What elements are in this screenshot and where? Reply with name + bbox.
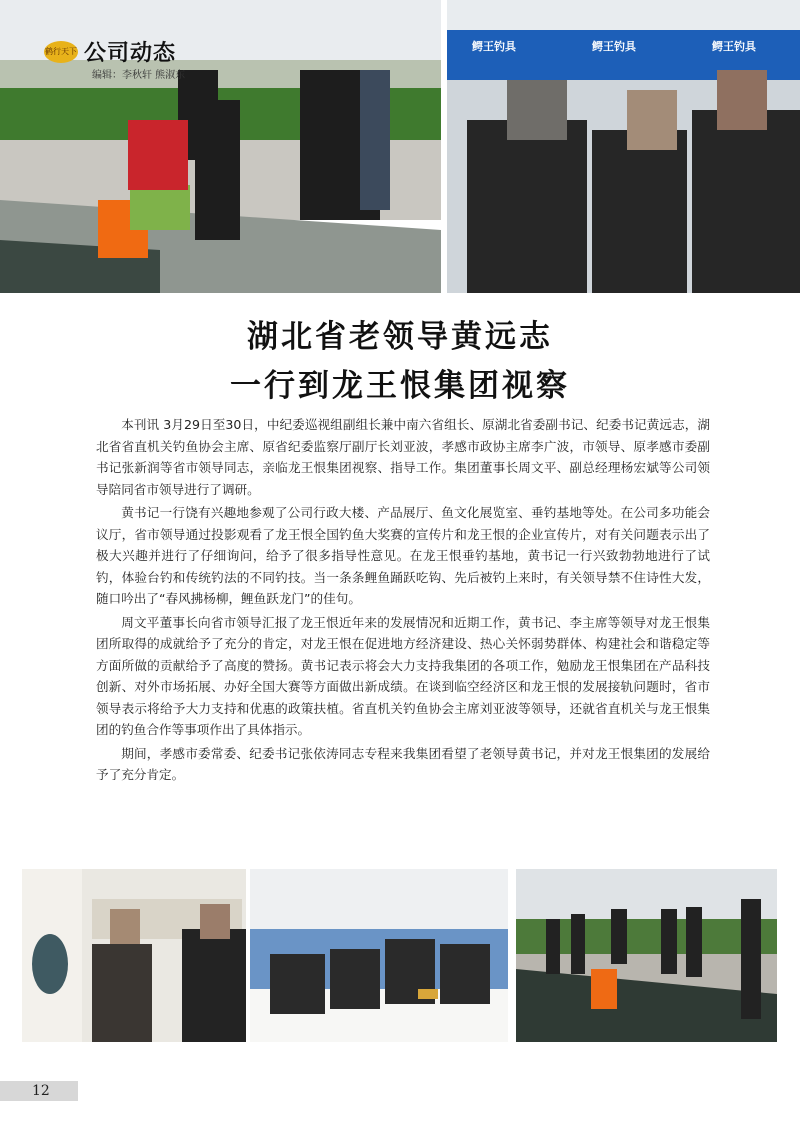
- column-title: 公司动态: [84, 41, 177, 66]
- article-paragraph: 期间，孝感市委常委、纪委书记张依涛同志专程来我集团看望了老领导黄书记，并对龙王恨集团的发展给予了充分肯定。: [96, 745, 710, 782]
- store-sign-1: 鳄王钓具: [472, 40, 516, 53]
- article-paragraph: 周文平董事长向省市领导汇报了龙王恨近年来的发展情况和近期工作，黄书记、李主席等领导对龙王恨集团所取得的成就给予了充分的肯定，对龙王恨在促进地方经济建设、热心关怀弱势群体、构建社会和谐稳定等方面所做的贡献给予了高度的赞扬。黄书记表示将会大力支持我集团的各项工作，勉励龙王恨集团在产品科技创新、对外市场拓展、办好全国大赛等方面做出新成绩。在谈到临空经济区和龙王恨的发展接轨问题时，省市领导表示将给予大力支持和优惠的政策扶植。省直机关钓鱼协会主席刘亚波等领导，还就省直机关与龙王恨集团的钓鱼合作等事项作出了具体指示。: [96, 614, 710, 737]
- photo-meeting-room: [250, 869, 508, 1042]
- column-editor: 编辑：李秋轩 熊淑东: [92, 70, 186, 81]
- store-sign-3: 鳄王钓具: [712, 40, 756, 53]
- photo-fishing-base: [516, 869, 777, 1042]
- article-paragraph: 黄书记一行饶有兴趣地参观了公司行政大楼、产品展厅、鱼文化展览室、垂钓基地等处。在公司多功能会议厅，省市领导通过投影观看了龙王恨全国钓鱼大奖赛的宣传片和龙王恨的企业宣传片，对有关问题表示出了极大兴趣并进行了仔细询问，给予了很多指导性意见。在龙王恨垂钓基地，黄书记一行兴致勃勃地进行了试钓，体验台钓和传统钓法的不同钓技。当一条条鲤鱼踊跃吃钩、先后被钓上来时，有关领导禁不住诗性大发，随口吟出了“春风拂杨柳，鲤鱼跃龙门”的佳句。: [96, 505, 710, 606]
- page-number: 12: [32, 1083, 50, 1099]
- headline-line-2: 一行到龙王恨集团视察: [230, 368, 570, 404]
- photo-fish-culture-room: [22, 869, 246, 1042]
- photo-showroom-visit: [447, 0, 800, 293]
- column-badge-logo: 鹤行天下: [44, 41, 78, 63]
- store-sign-2: 鳄王钓具: [592, 40, 636, 53]
- article-paragraph: 本刊讯 3月29日至30日，中纪委巡视组副组长兼中南六省组长、原湖北省委副书记、纪委书记黄远志，湖北省省直机关钓鱼协会主席、原省纪委监察厅副厅长刘亚波，孝感市政协主席李广波，市领导、原孝感市委副书记张新润等省市领导同志，亲临龙王恨集团视察、指导工作。集团董事长周文平、副总经理杨宏斌等公司领导陪同省市领导进行了调研。: [96, 417, 710, 497]
- headline-line-1: 湖北省老领导黄远志: [247, 319, 553, 355]
- article-body: [96, 414, 710, 788]
- column-header: [44, 36, 176, 67]
- photo-fishing-pond-officials: [0, 0, 441, 293]
